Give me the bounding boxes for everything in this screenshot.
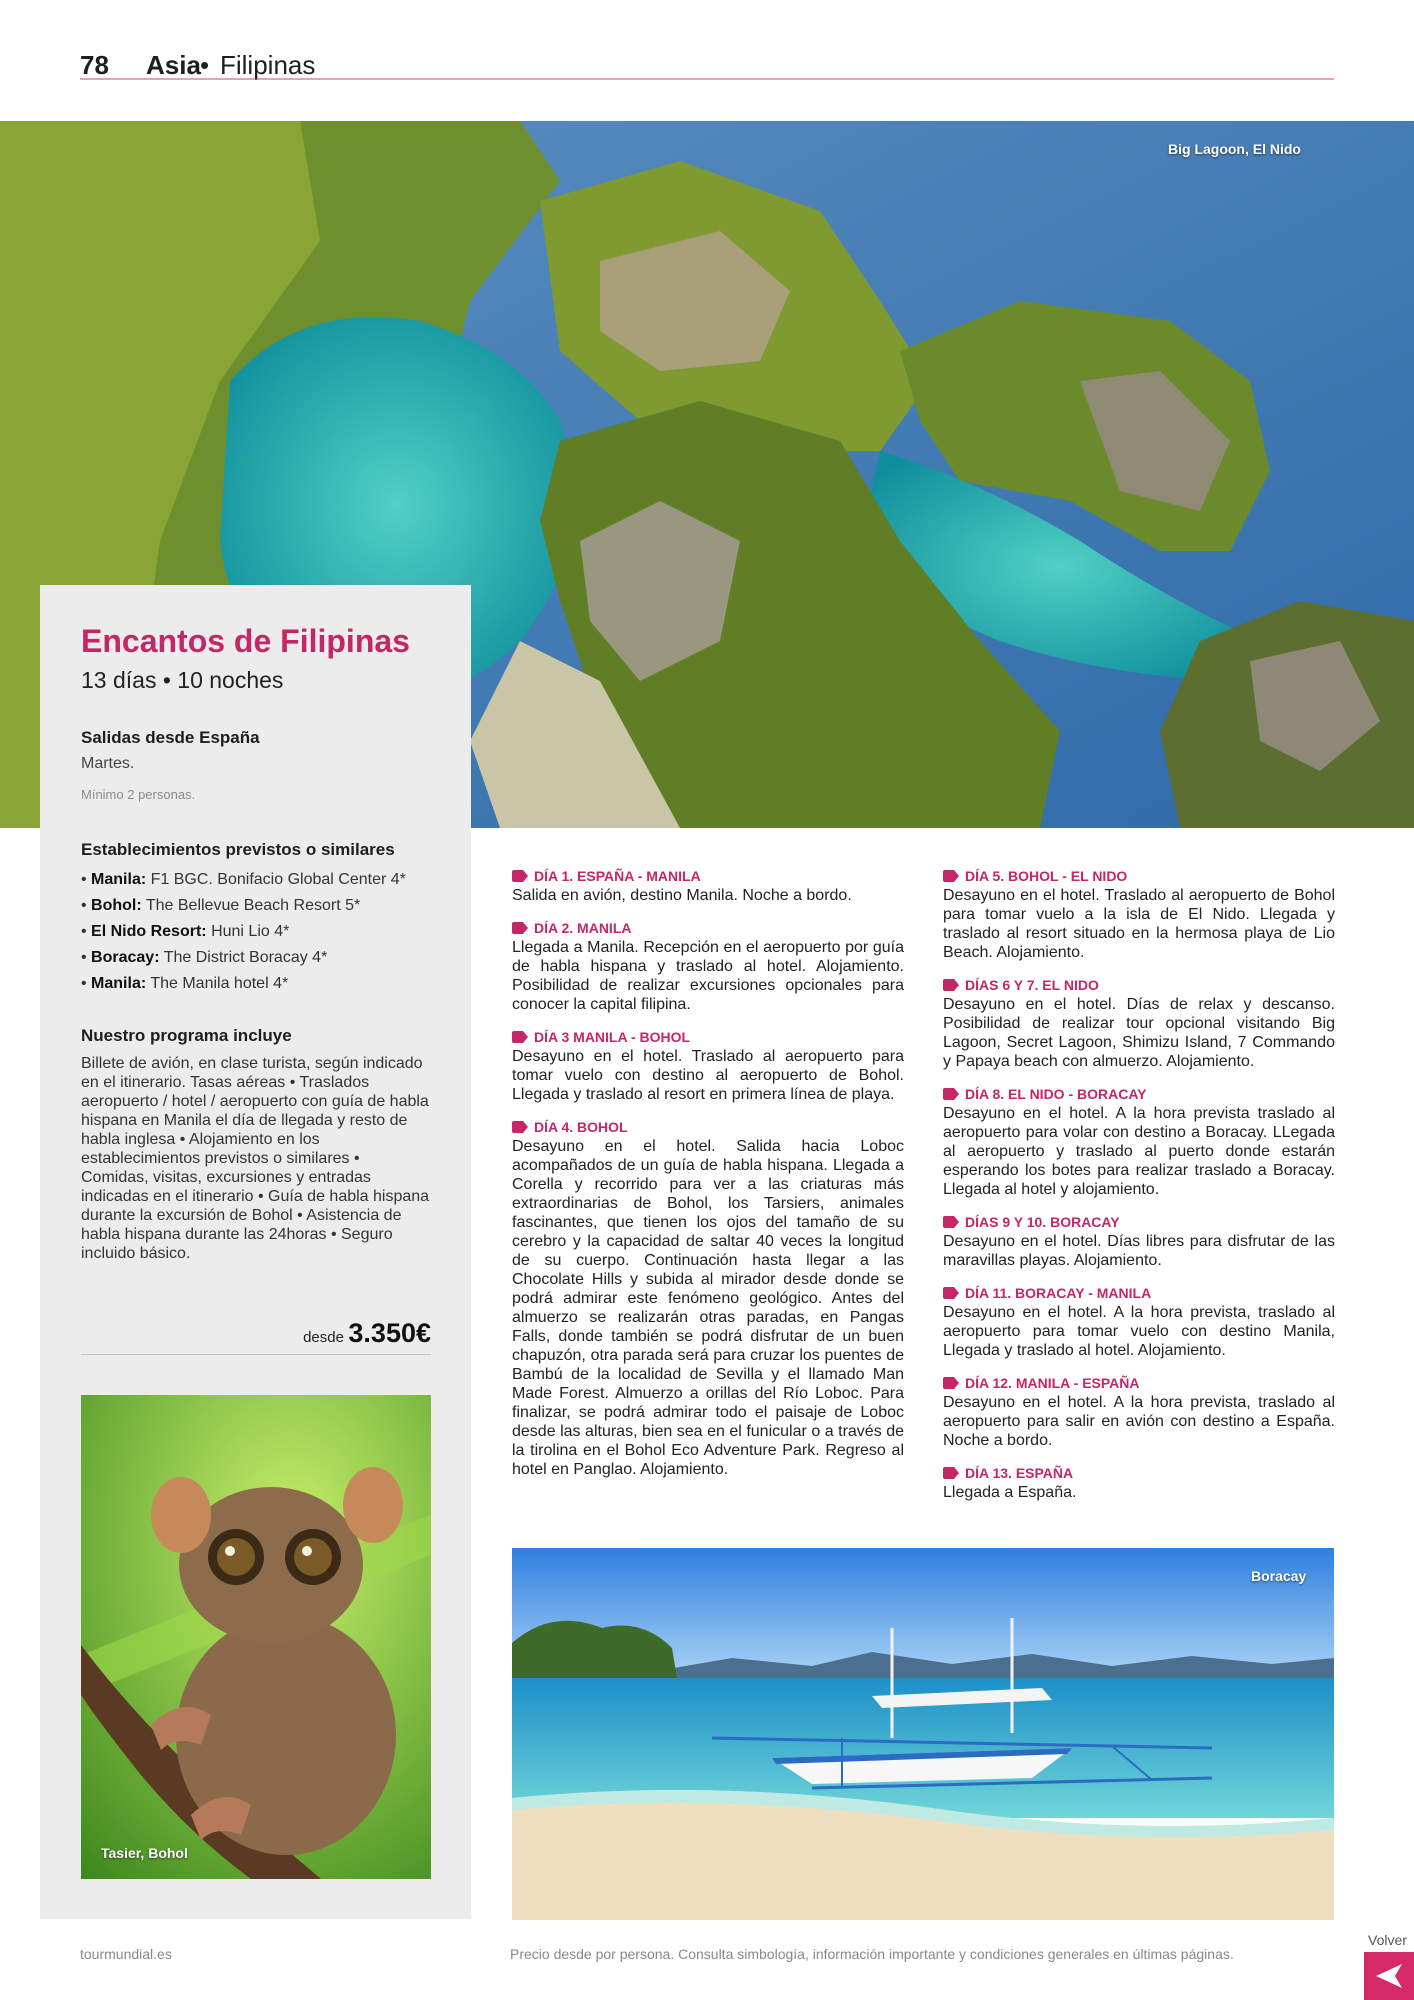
day-title: DÍA 3 MANILA - BOHOL (534, 1029, 691, 1045)
day-title: DÍA 13. ESPAÑA (965, 1465, 1074, 1481)
hotels-list (81, 867, 441, 997)
day-text: Salida en avión, destino Manila. Noche a bordo. (512, 887, 852, 904)
day-title: DÍAS 6 Y 7. EL NIDO (965, 977, 1099, 993)
day-text: Desayuno en el hotel. Salida hacia Loboc acompañados de un guía de habla hispana. Llegada a Corella y recorrido para ver a las criaturas más extraordinarias de Bohol, los Tarsiers, animales fascinantes, que tienen los ojos del tamaño de su cerebro y la capacidad de saltar 40 veces la longitud de su cuerpo. Continuación hasta llegar a las Chocolate Hills y subida al mirador desde donde se podrá admirar este fenómeno geológico. Antes del almuerzo se realizarán otras paradas, en Pangas Falls, donde también se podrá disfrutar de un buen chapuzón, otra parada será para cruzar los puentes de Bambú de la localidad de Sevilla y el llamado Man Made Forest. Almuerzo a orillas del Río Loboc. Para finalizar, se podrá admirar todo el paisaje de Loboc desde las alturas, bien sea en el funicular o a través de la tirolina en el Bohol Eco Adventure Park. Regreso al hotel en Panglao. Alojamiento. (512, 1138, 904, 1478)
itinerary-column-right (943, 866, 1335, 1515)
back-arrow-icon (1364, 1952, 1414, 2000)
footer-note: Precio desde por persona. Consulta simbología, información importante y condiciones generales en últimas páginas. (510, 1946, 1234, 1962)
boracay-caption: Boracay (1251, 1568, 1307, 1584)
day-title: DÍA 2. MANILA (534, 920, 632, 936)
hotel-name: The Manila hotel 4* (150, 975, 289, 992)
arrow-tag-icon (943, 870, 959, 882)
day-text: Desayuno en el hotel. A la hora prevista, traslado al aeropuerto para salir en avión con destino a España. Noche a bordo. (943, 1394, 1335, 1449)
departures-day: Martes. (81, 755, 135, 772)
itinerary-day (943, 975, 1335, 1071)
list-item: • Manila: The Manila hotel 4* (81, 975, 289, 992)
price-value: 3.350€ (348, 1318, 431, 1348)
hotel-name: The District Boracay 4* (163, 949, 328, 966)
list-item: • Boracay: The District Boracay 4* (81, 949, 328, 966)
day-text: Llegada a España. (943, 1484, 1077, 1501)
arrow-tag-icon (512, 1031, 528, 1043)
hotel-city: Boracay: (91, 949, 160, 966)
day-title: DÍA 5. BOHOL - EL NIDO (965, 868, 1128, 884)
minimum-people: Mínimo 2 personas. (81, 787, 196, 802)
trip-duration: 13 días • 10 noches (81, 667, 284, 693)
day-title: DÍA 12. MANILA - ESPAÑA (965, 1375, 1140, 1391)
itinerary-day (943, 1084, 1335, 1199)
itinerary-day (943, 1373, 1335, 1450)
list-item: • Bohol: The Bellevue Beach Resort 5* (81, 897, 361, 914)
arrow-tag-icon (943, 1467, 959, 1479)
footer-site: tourmundial.es (80, 1946, 172, 1962)
day-title: DÍA 1. ESPAÑA - MANILA (534, 868, 701, 884)
hotel-city: Manila: (91, 871, 147, 888)
itinerary-day (512, 1117, 904, 1479)
itinerary-day (943, 1463, 1335, 1502)
tarsier-illustration (81, 1395, 431, 1879)
itinerary-day (512, 866, 904, 905)
hotel-name: Huni Lio 4* (211, 923, 290, 940)
hotel-city: Bohol: (91, 897, 142, 914)
region-title: Asia (146, 50, 201, 80)
day-text: Desayuno en el hotel. A la hora prevista, traslado al aeropuerto para tomar vuelo con destino Manila, Llegada y traslado al hotel. Alojamiento. (943, 1304, 1335, 1359)
includes-text: Billete de avión, en clase turista, según indicado en el itinerario. Tasas aéreas • Traslados aeropuerto / hotel / aeropuerto con guía de habla hispana en Manila el día de llegada y resto de habla inglesa • Alojamiento en los establecimientos previstos o similares • Comidas, visitas, excursiones y entradas indicadas en el itinerario • Guía de habla hispana durante la excursión de Bohol • Asistencia de habla hispana durante las 24horas • Seguro incluido básico. (81, 1055, 430, 1262)
arrow-tag-icon (943, 1287, 959, 1299)
hotel-name: The Bellevue Beach Resort 5* (145, 897, 361, 914)
arrow-tag-icon (943, 979, 959, 991)
day-text: Llegada a Manila. Recepción en el aeropuerto por guía de habla hispana y traslado al hotel. Alojamiento. Posibilidad de realizar excursiones opcionales para conocer la capital filipina. (512, 939, 904, 1013)
itinerary-day (512, 1027, 904, 1104)
hotel-city: Manila: (91, 975, 147, 992)
arrow-tag-icon (512, 922, 528, 934)
arrow-tag-icon (512, 870, 528, 882)
boracay-illustration (512, 1548, 1334, 1920)
day-text: Desayuno en el hotel. Traslado al aeropuerto de Bohol para tomar vuelo a la isla de El Nido. Llegada y traslado al resort situado en la hermosa playa de Lio Beach. Alojamiento. (943, 887, 1335, 961)
hotel-city: El Nido Resort: (91, 923, 207, 940)
day-text: Desayuno en el hotel. Traslado al aeropuerto para tomar vuelo con destino al aeropuerto de Bohol. Llegada y traslado al resort en primera línea de playa. (512, 1048, 904, 1103)
includes-heading: Nuestro programa incluye (81, 1026, 292, 1045)
day-title: DÍA 11. BORACAY - MANILA (965, 1285, 1152, 1301)
price-block (81, 1318, 431, 1355)
price-prefix: desde (303, 1329, 344, 1346)
day-title: DÍA 4. BOHOL (534, 1119, 628, 1135)
back-label[interactable]: Volver (1368, 1932, 1407, 1948)
page-header (80, 44, 1334, 80)
arrow-tag-icon (512, 1121, 528, 1133)
hero-caption: Big Lagoon, El Nido (1168, 141, 1301, 157)
day-text: Desayuno en el hotel. Días de relax y descanso. Posibilidad de realizar tour opcional visitando Big Lagoon, Secret Lagoon, Shimizu Island, 7 Commando y Papaya beach con almuerzo. Alojamiento. (943, 996, 1335, 1070)
hotel-name: F1 BGC. Bonifacio Global Center 4* (150, 871, 406, 888)
list-item: • Manila: F1 BGC. Bonifacio Global Center 4* (81, 871, 406, 888)
itinerary-column-left (512, 866, 904, 1492)
country-title: Filipinas (220, 50, 316, 80)
tarsier-photo (81, 1395, 431, 1879)
back-button[interactable] (1364, 1952, 1414, 2000)
itinerary-day (943, 866, 1335, 962)
trip-summary-panel (40, 585, 471, 1919)
list-item: • El Nido Resort: Huni Lio 4* (81, 923, 290, 940)
departures-heading: Salidas desde España (81, 728, 260, 747)
page-number: 78 (80, 50, 109, 80)
day-title: DÍAS 9 Y 10. BORACAY (965, 1214, 1120, 1230)
day-text: Desayuno en el hotel. A la hora prevista traslado al aeropuerto para volar con destino a Boracay. LLegada al aeropuerto y traslado al puerto donde estarán esperando los botes para realizar traslado a Boracay. Llegada al hotel y alojamiento. (943, 1105, 1335, 1198)
itinerary-day (943, 1212, 1335, 1270)
trip-title: Encantos de Filipinas (81, 623, 410, 659)
arrow-tag-icon (943, 1088, 959, 1100)
day-title: DÍA 8. EL NIDO - BORACAY (965, 1086, 1147, 1102)
hotels-heading: Establecimientos previstos o similares (81, 840, 395, 859)
header-separator: • (200, 50, 210, 80)
itinerary-day (512, 918, 904, 1014)
tarsier-caption: Tasier, Bohol (101, 1845, 188, 1861)
arrow-tag-icon (943, 1216, 959, 1228)
itinerary-day (943, 1283, 1335, 1360)
arrow-tag-icon (943, 1377, 959, 1389)
day-text: Desayuno en el hotel. Días libres para disfrutar de las maravillas playas. Alojamiento. (943, 1233, 1335, 1269)
boracay-photo (512, 1548, 1334, 1920)
